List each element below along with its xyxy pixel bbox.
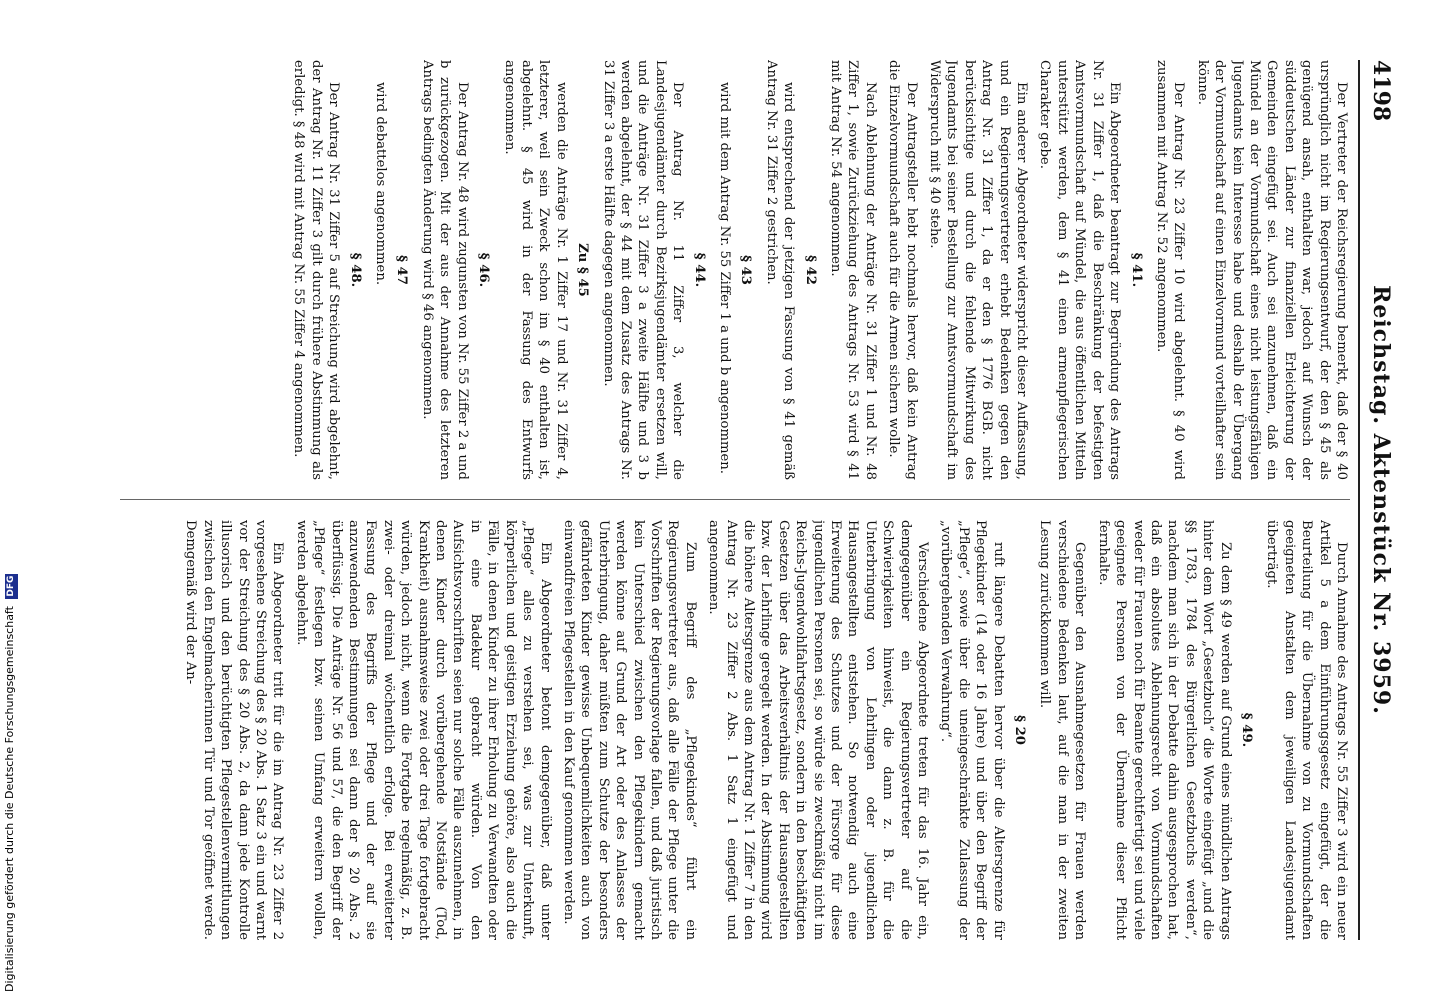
section-heading: § 48. (347, 252, 363, 288)
paragraph: wird debattelos angenommen. (373, 82, 389, 286)
paragraph: Der Antrag Nr. 31 Ziffer 5 auf Streichung wird abgelehnt, der Antrag Nr. 11 Ziffer 3 gilt durch frühere Abstimmung als erledigt. § 48 wird mit Antrag Nr. 55 Ziffer 4 angenommen. (291, 60, 342, 480)
section-heading: § 20 (1012, 715, 1028, 745)
section-heading: § 44. (691, 252, 707, 288)
section-heading: § 49. (1238, 712, 1254, 748)
paragraph: Der Antragsteller hebt nochmals hervor, daß kein Antrag die Einzelvormundschaft auch für die Armen sichern wolle. (886, 60, 919, 480)
section-heading: Zu § 45 (575, 243, 591, 297)
dfg-logo: DFG (6, 575, 16, 597)
credit-text: Digitalisierung gefördert durch die Deutsche Forschungsgemeinschaft (3, 606, 16, 992)
paragraph: Zum Begriff des „Pflegekindes“ führt ein Regierungsvertreter aus, daß alle Fälle der Pflege unter die Vorschriften der Regierungsvorlage fallen, und daß juristisch kein Unterschied zwischen den Pflegekindern gemacht werden könne auf Grund der Art oder des Anlasses der Unterbringung, daher müßten zum Schutze der besonders gefährdeten Kinder gewisse Unbequemlichkeiten auch von einwandfreien Pflegestellen in den Kauf genommen werden. (560, 520, 698, 940)
section-heading: § 42 (802, 255, 818, 285)
paragraph: werden die Anträge Nr. 1 Ziffer 17 und Nr. 31 Ziffer 4, letzterer, weil sein Zweck schon im § 40 enthalten ist, abgelehnt. § 45 wird in der Fassung des Entwurfs angenommen. (501, 60, 569, 480)
page-header (1364, 60, 1394, 940)
paragraph: Nach Ablehnung der Anträge Nr. 31 Ziffer 1 und Nr. 48 Ziffer 1, sowie Zurückziehung des Antrags Nr. 53 wird § 41 mit Antrag Nr. 54 angenommen. (828, 60, 878, 480)
paragraph: Der Antrag Nr. 23 Ziffer 10 wird abgelehnt. § 40 wird zusammen mit Antrag Nr. 52 angenommen. (1153, 60, 1187, 480)
section-heading: § 47 (394, 255, 410, 285)
paragraph: Verschiedene Abgeordnete treten für das 16. Jahr ein, demgegenüber ein Regierungsvertreter auf die Schwierigkeiten hinweist, die dann z. B. für die Unterbringung von Lehrlingen oder jugendlichen Hausangestellten entstehen. So notwendig auch eine Erweiterung des Schutzes und der Fürsorge für diese jugendlichen Personen sei, so würde sie zweckmäßig nicht im Reichs-Jugendwohlfahrtsgesetz, sondern in den beschäftigten Gesetzen über das Arbeitsverhältnis der Hausangestellten bzw. der Lehrlinge geregelt werden. In der Abstimmung wird die höhere Altersgrenze aus dem Antrag Nr. 1 Ziffer 7 in den Antrag Nr. 23 Ziffer 2 Abs. 1 Satz 1 eingefügt und angenommen. (706, 520, 931, 940)
paragraph: Der Antrag Nr. 48 wird zugunsten von Nr. 55 Ziffer 2 a und b zurückgezogen. Mit der aus der Annahme des letzteren Antrags bedingten Änderung wird § 46 angenommen. (419, 60, 470, 480)
paragraph: Gegenüber den Ausnahmegesetzen für Frauen werden verschiedene Bedenken laut, auf die man in der zweiten Lesung zurückkommen will. (1037, 520, 1088, 940)
paragraph: Ein Abgeordneter betont demgegenüber, daß unter „Pflege“ alles zu verstehen sei, was zur Unterkunft, körperlichen und geistigen Erziehung gehöre, also auch die Fälle, in denen Kinder zu ihrer Erholung zu Verwandten oder in eine Badekur gebracht würden. Von den Aufsichtsvorschriften seien nur solche Fälle auszunehmen, in denen Kinder durch vorübergehende Notstände (Tod, Krankheit) ausnahmsweise zwei oder drei Tage fortgebracht würden, jedoch nicht, wenn die Fortgabe regelmäßig, z. B. zwei- oder dreimal wöchentlich erfolge. Bei erweiterter Fassung des Begriffs der Pflege und der auf sie anzuwendenden Bestimmungen sei dann der § 20 Abs. 2 überflüssig. Die Anträge Nr. 56 und 57, die den Begriff der „Pflege“ festlegen bzw. seinen Umfang erweitern wollen, werden abgelehnt. (293, 520, 553, 940)
section-heading: § 46. (476, 252, 492, 288)
paragraph: Ein Abgeordneter beantragt zur Begründung des Antrags Nr. 31 Ziffer 1, daß die Beschränkung der befestigten Amtsvormundschaft auf Mündel, die aus öffentlichen Mitteln unterstützt werden, dem § 41 einen armenpflegerischen Charakter gebe. (1037, 60, 1123, 480)
paragraph: Zu dem § 49 werden auf Grund eines mündlichen Antrags hinter dem Wort „Gesetzbuch“ die Worte eingefügt „und die §§ 1783, 1784 des Bürgerlichen Gesetzbuchs werden“, nachdem man sich in der Debatte dahin ausgesprochen hat, daß ein absolutes Ablehnungsrecht von Vormundschaften weder für Frauen noch für Beamte gerechtfertigt sei und viele geeignete Personen von der Übernahme dieser Pflicht fernhalte. (1095, 520, 1233, 940)
header-rule (1358, 60, 1360, 940)
page-number: 4198 (1368, 60, 1394, 122)
section-heading: § 41. (1128, 252, 1144, 288)
left-column (120, 60, 1350, 480)
digitization-credit (2, 575, 18, 992)
paragraph: Der Antrag Nr. 11 Ziffer 3, welcher die Landesjugendämter durch Bezirksjugendämter ersetzen will, und die Anträge Nr. 31 Ziffer 3 a zweite Hälfte und 3 b werden abgelehnt, der § 44 mit dem Zusatz des Antrags Nr. 31 Ziffer 3 a erste Hälfte dagegen angenommen. (600, 60, 686, 480)
paragraph: wird mit dem Antrag Nr. 55 Ziffer 1 a und b angenommen. (717, 82, 732, 474)
section-heading: § 43 (738, 255, 754, 285)
page-title: Reichstag. Aktenstück Nr. 3959. (1368, 285, 1394, 715)
paragraph: wird entsprechend der jetzigen Fassung von § 41 gemäß Antrag Nr. 31 Ziffer 2 gestrichen. (763, 60, 797, 480)
paragraph: Durch Annahme des Antrags Nr. 55 Ziffer 3 wird ein neuer Artikel 5 a dem Einführungsgesetz eingefügt, der die Beurteilung für die Übernahme von zu Vormundschaften geeigneten Anstalten dem jeweiligen Landesjugendamt überträgt. (1264, 520, 1349, 940)
paragraph: ruft längere Debatten hervor über die Altersgrenze für Pflegekinder (14 oder 16 Jahre) und über den Begriff der „Pflege“, sowie über die uneingeschränkte Zulassung der „vorübergehenden Verwahrung“. (938, 520, 1006, 940)
column-divider (120, 499, 1350, 500)
paragraph: Ein anderer Abgeordneter widerspricht dieser Auffassung, und ein Regierungsvertreter erhebt Bedenken gegen den Antrag Nr. 31 Ziffer 1, da er den § 1776 BGB. nicht berücksichtige und durch die fehlende Mitwirkung des Jugendamts bei seiner Bestellung zur Amtsvormundschaft im Widerspruch mit § 40 stehe. (927, 60, 1030, 480)
right-column (120, 520, 1350, 940)
paragraph: Der Vertreter der Reichsregierung bemerkt, daß der § 40 ursprünglich nicht im Regierungsentwurf, der den § 45 als genügend ansah, enthalten war, jedoch auf Wunsch der süddeutschen Länder zur finanziellen Erleichterung der Gemeinden eingefügt sei. Auch sei anzunehmen, daß ein Mündel an der Vormundschaft eines nicht leistungsfähigen Jugendamts kein Interesse habe und deshalb der Übergang der Vormundschaft auf einen Einzelvormund vorteilhafter sein könne. (1194, 60, 1349, 480)
paragraph: Ein Abgeordneter tritt für die im Antrag Nr. 23 Ziffer 2 vorgesehene Streichung des § 20 Abs. 1 Satz 3 ein und warnt vor der Streichung des § 20 Abs. 2, da dann jede Kontrolle illusorisch und den berüchtigten Pflegestellenvermittlungen zwischen den Engelmacherinnen Tür und Tor geöffnet werde. Demgemäß wird der An- (183, 520, 286, 940)
